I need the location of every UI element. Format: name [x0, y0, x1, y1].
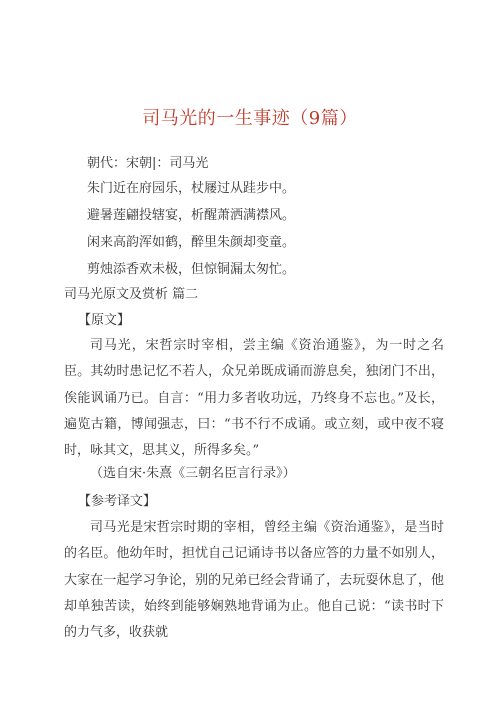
translation-text: 司马光是宋哲宗时期的宰相，曾经主编《资治通鉴》，是当时的名臣。他幼年时，担忧自己记诵诗书以备应答的力量不如别人，大家在一起学习争论，别的兄弟已经会背诵了，去玩耍休息了，他却单独苦读，始终到能够娴熟地背诵为止。他自己说：“读书时下的力气多，收获就 [64, 520, 444, 641]
poem-line-2: 避暑莲翩投辖宴，析醒萧洒满襟风。 [87, 208, 296, 223]
dynasty-author-line: 朝代：宋朝|：司马光 [87, 156, 209, 171]
source-note: （选自宋·朱熹《三朝名臣言行录》） [90, 466, 296, 481]
section-heading: 司马光原文及赏析 篇二 [64, 287, 199, 302]
original-label: 【原文】 [78, 313, 131, 328]
original-text: 司马光，宋哲宗时宰相，尝主编《资治通鉴》，为一时之名臣。其幼时患记忆不若人，众兄弟既成诵而游息矣，独闭门不出，俟能讽诵乃已。自言：“用力多者收功远，乃终身不忘也。”及长，遍览古籍，博闻强志，曰：“书不行不成诵。或立刻，或中夜不寝时，咏其文，思其义，所得多矣。” [64, 338, 444, 459]
poem-line-3: 闲来高韵浑如鹤，醉里朱颜却变童。 [87, 235, 296, 250]
translation-label: 【参考译文】 [78, 494, 157, 509]
poem-line-4: 剪烛添香欢未极，但惊铜漏太匆忙。 [87, 262, 296, 277]
document-title: 司马光的一生事迹（9篇） [142, 108, 358, 129]
poem-line-1: 朱门近在府园乐，杖屦过从跬步中。 [87, 181, 296, 196]
